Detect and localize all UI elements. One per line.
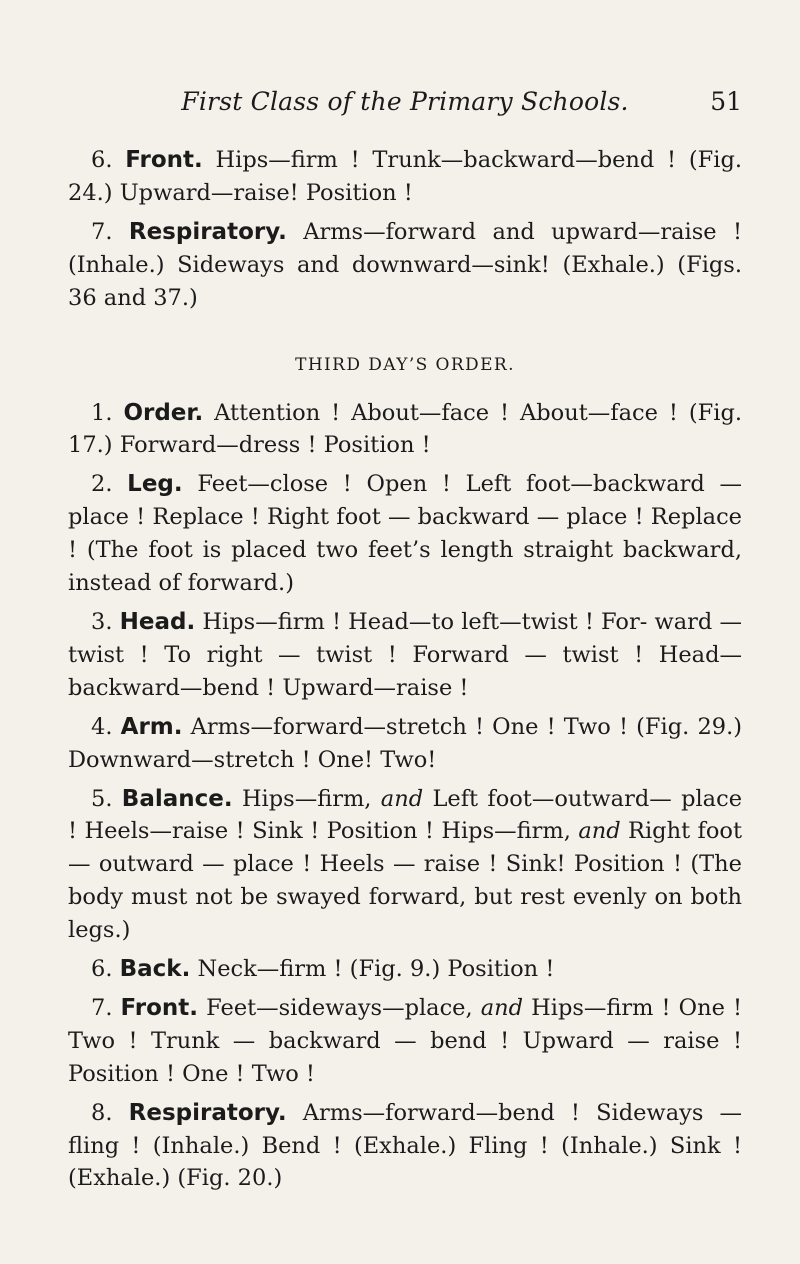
- exercise-heading: Head.: [119, 608, 196, 635]
- exercise-text: Arms—forward—bend ! Sideways —fling ! (Inhale.) Bend ! (Exhale.) Fling ! (Inhale.) Sink ! (Exhale.) (Fig. 20.): [68, 1099, 743, 1192]
- exercise-text: Neck—firm ! (Fig. 9.) Position !: [197, 956, 555, 983]
- exercise-text: Left foot—outward— place ! Heels—raise ! Sink ! Position ! Hips—firm,: [68, 785, 743, 845]
- exercise-heading: Leg.: [127, 471, 183, 498]
- exercise-text: Hips—firm ! Head—to left—twist ! For- ward — twist ! To right — twist ! Forward — twist ! Head—backward—bend ! Upward—raise !: [68, 608, 743, 701]
- list-item: 5. Balance. Hips—firm, and Left foot—outward— place ! Heels—raise ! Sink ! Position ! Hips—firm, and Right foot — outward — place ! Heels — raise ! Sink! Position ! (The body must not be swayed forward, but rest evenly on both legs.): [68, 785, 743, 944]
- italic-and: and: [578, 818, 621, 845]
- exercise-heading: Back.: [119, 956, 191, 983]
- italic-and: and: [480, 994, 524, 1021]
- list-item: 6. Front. Hips—firm ! Trunk—backward—bend ! (Fig. 24.) Upward—raise! Position !: [68, 147, 743, 206]
- list-item: 4. Arm. Arms—forward—stretch ! One ! Two ! (Fig. 29.) Downward—stretch ! One! Two!: [68, 713, 743, 773]
- list-item: 7. Respiratory. Arms—forward and upward—raise ! (Inhale.) Sideways and downward—sink! (Exhale.) (Figs. 36 and 37.): [68, 218, 743, 311]
- exercise-text: Arms—forward and upward—raise ! (Inhale.) Sideways and downward—sink! (Exhale.) (Figs. 36 and 37.): [68, 218, 743, 311]
- exercise-heading: Arm.: [120, 713, 183, 740]
- exercise-text: Hips—firm,: [241, 785, 372, 812]
- exercise-heading: Order.: [123, 399, 204, 426]
- list-item: 1. Order. Attention ! About—face ! About—face ! (Fig. 17.) Forward—dress ! Position !: [68, 399, 742, 459]
- exercise-text: Attention ! About—face ! About—face ! (Fig. 17.) Forward—dress ! Position !: [68, 399, 742, 459]
- exercise-heading: Balance.: [121, 785, 233, 812]
- list-item: 3. Head. Hips—firm ! Head—to left—twist ! For- ward — twist ! To right — twist ! Forward — twist ! Head—backward—bend ! Upward—raise !: [68, 608, 743, 701]
- italic-and: and: [380, 785, 424, 812]
- section-title: THIRD DAY’S ORDER.: [295, 354, 515, 375]
- exercise-heading: Respiratory.: [128, 218, 287, 245]
- list-item: 7. Front. Feet—sideways—place, and Hips—firm ! One ! Two ! Trunk — backward — bend ! Upward — raise ! Position ! One ! Two !: [68, 994, 743, 1087]
- list-item: 2. Leg. Feet—close ! Open ! Left foot—backward — place ! Replace ! Right foot — backward — place ! Replace ! (The foot is placed two feet’s length straight backward, instead of forward.): [68, 471, 742, 597]
- list-item: 6. Back. Neck—firm ! (Fig. 9.) Position !: [91, 956, 555, 983]
- exercise-text: Arms—forward—stretch ! One ! Two ! (Fig. 29.) Downward—stretch ! One! Two!: [68, 713, 743, 773]
- exercise-heading: Front.: [125, 147, 203, 173]
- exercise-text: Hips—firm ! One ! Two ! Trunk — backward — bend ! Upward — raise ! Position ! One ! Two !: [68, 994, 743, 1087]
- exercise-text: Feet—close ! Open ! Left foot—backward — place ! Replace ! Right foot — backward — place ! Replace ! (The foot is placed two feet’s length straight backward, instead of forward.): [68, 471, 742, 597]
- body-text: [68, 144, 742, 1201]
- exercise-text: Hips—firm ! Trunk—backward—bend ! (Fig. 24.) Upward—raise! Position !: [68, 147, 743, 206]
- page-number: 51: [710, 87, 742, 116]
- exercise-text: Right foot — outward — place ! Heels — raise ! Sink! Position ! (The body must not be swayed forward, but rest evenly on both legs.): [68, 818, 743, 944]
- exercise-text: Feet—sideways—place,: [206, 994, 473, 1021]
- running-head: [68, 84, 742, 120]
- running-title: First Class of the Primary Schools.: [181, 87, 629, 116]
- exercise-heading: Front.: [120, 994, 199, 1021]
- list-item: 8. Respiratory. Arms—forward—bend ! Sideways —fling ! (Inhale.) Bend ! (Exhale.) Fling ! (Inhale.) Sink ! (Exhale.) (Fig. 20.): [68, 1099, 743, 1192]
- exercise-heading: Respiratory.: [128, 1099, 287, 1126]
